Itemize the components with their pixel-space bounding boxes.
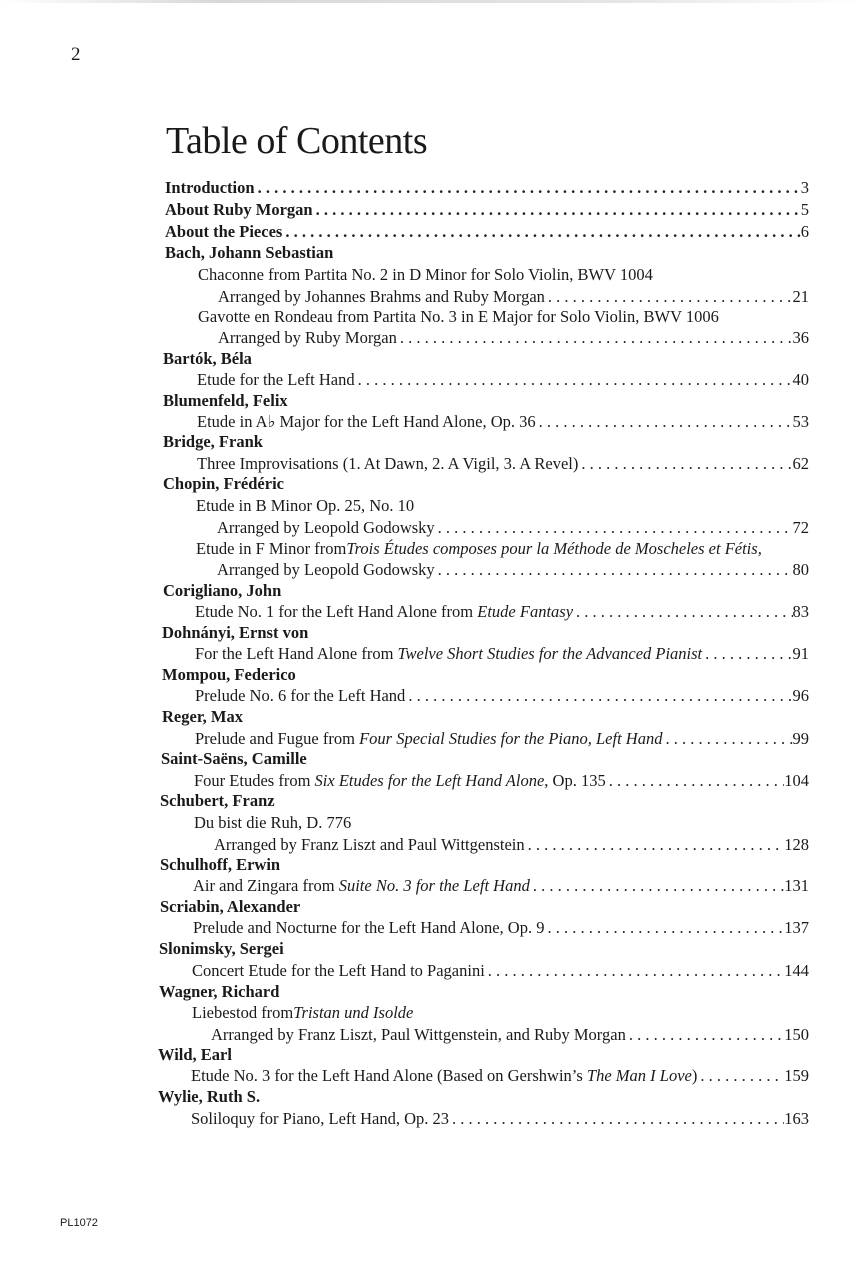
page-title: Table of Contents: [166, 120, 428, 162]
toc-entry-saint-saens-etudes[interactable]: [194, 771, 809, 791]
toc-entry-bach-gavotte[interactable]: [218, 328, 809, 348]
dot-leader: [662, 729, 792, 749]
toc-entry-schubert-du-bist-die-ruh[interactable]: [214, 835, 809, 855]
collection-title: Tristan und Isolde: [293, 1003, 414, 1022]
arranger-credit: Arranged by Leopold Godowsky: [217, 560, 435, 579]
arranger-credit: Arranged by Johannes Brahms and Ruby Morgan: [218, 287, 545, 306]
composer-heading: Bridge, Frank: [163, 432, 263, 451]
toc-entry-slonimsky-concert-etude[interactable]: [192, 961, 809, 981]
composer-heading: Wylie, Ruth S.: [158, 1087, 261, 1106]
dot-leader: [397, 328, 793, 348]
composer-heading: Scriabin, Alexander: [160, 897, 301, 916]
toc-entry-scriabin-prelude-nocturne[interactable]: [193, 918, 809, 938]
piece-title-text: Etude No. 1 for the Left Hand Alone from: [195, 602, 478, 621]
collection-title: Twelve Short Studies for the Advanced Pianist: [397, 644, 703, 663]
piece-title: [195, 644, 702, 664]
composer-heading: Schubert, Franz: [160, 791, 275, 810]
collection-title: Etude Fantasy: [477, 602, 574, 621]
piece-title: Etude in B Minor Op. 25, No. 10: [196, 496, 415, 515]
composer-heading: Corigliano, John: [163, 581, 282, 600]
dot-leader: [702, 644, 792, 664]
piece-title: Soliloquy for Piano, Left Hand, Op. 23: [191, 1109, 450, 1128]
composer-heading: Dohnányi, Ernst von: [162, 623, 309, 642]
toc-entry-schulhoff-air-zingara[interactable]: [193, 876, 809, 896]
toc-entry-mompou-prelude[interactable]: [195, 686, 809, 706]
composer-heading: Schulhoff, Erwin: [160, 855, 281, 874]
toc-entry-chopin-etude-f-minor[interactable]: [217, 560, 809, 580]
dot-leader: [355, 370, 793, 390]
dot-leader: [530, 876, 784, 896]
composer-heading: Wagner, Richard: [159, 982, 280, 1001]
collection-title: Four Special Studies for the Piano, Left Hand: [359, 729, 663, 748]
piece-title: [193, 876, 530, 896]
dot-leader: [313, 200, 801, 220]
piece-title: Chaconne from Partita No. 2 in D Minor for Solo Violin, BWV 1004: [198, 265, 653, 284]
piece-title: [194, 771, 606, 791]
piece-title-text: Air and Zingara from: [193, 876, 339, 895]
toc-entry-corigliano-etude[interactable]: [195, 602, 809, 622]
arranger-credit: Arranged by Franz Liszt, Paul Wittgenstein, and Ruby Morgan: [211, 1025, 626, 1044]
catalog-code: PL1072: [60, 1217, 98, 1229]
toc-page-number: 163: [784, 1109, 809, 1128]
page-number: 2: [71, 44, 81, 65]
toc-entry-label: About the Pieces: [165, 222, 283, 241]
toc-entry-about-ruby-morgan[interactable]: [165, 200, 809, 220]
piece-title-text: , Op. 135: [544, 771, 606, 790]
dot-leader: [626, 1025, 784, 1045]
toc-page-number: 21: [792, 287, 809, 306]
dot-leader: [606, 771, 785, 791]
composer-heading: Mompou, Federico: [162, 665, 296, 684]
collection-title: Suite No. 3 for the Left Hand: [338, 876, 530, 895]
toc-entry-introduction[interactable]: [165, 178, 809, 198]
composer-heading: Bach, Johann Sebastian: [165, 243, 334, 262]
piece-title-text: Etude in F Minor from: [196, 539, 347, 558]
toc-page-number: 80: [792, 560, 809, 579]
piece-title: Gavotte en Rondeau from Partita No. 3 in E Major for Solo Violin, BWV 1006: [198, 307, 719, 326]
arranger-credit: Arranged by Leopold Godowsky: [217, 518, 435, 537]
dot-leader: [573, 602, 792, 622]
composer-heading: Bartók, Béla: [163, 349, 252, 368]
dot-leader: [536, 412, 793, 432]
toc-page-number: 53: [792, 412, 809, 431]
piece-title: [196, 539, 762, 559]
composer-heading: Saint-Saëns, Camille: [161, 749, 307, 768]
arranger-credit: Arranged by Ruby Morgan: [218, 328, 397, 347]
toc-page-number: 104: [784, 771, 809, 790]
dot-leader: [449, 1109, 784, 1129]
piece-title: Du bist die Ruh, D. 776: [194, 813, 352, 832]
toc-entry-dohnanyi-studies[interactable]: [195, 644, 809, 664]
toc-entry-wagner-liebestod[interactable]: [211, 1025, 809, 1045]
toc-page-number: 40: [792, 370, 809, 389]
toc-entry-wylie-soliloquy[interactable]: [191, 1109, 809, 1129]
collection-title: The Man I Love: [586, 1066, 692, 1085]
toc-page-number: 144: [784, 961, 809, 980]
dot-leader: [255, 178, 801, 198]
collection-title: Trois Études composes pour la Méthode de Moscheles et Fétis,: [346, 539, 762, 558]
piece-title: [195, 729, 662, 749]
toc-entry-chopin-etude-b-minor[interactable]: [217, 518, 809, 538]
piece-title: Etude for the Left Hand: [197, 370, 355, 389]
toc-page-number: 128: [784, 835, 809, 854]
composer-heading: Reger, Max: [162, 707, 243, 726]
toc-page-number: 3: [800, 178, 809, 197]
toc-entry-reger-prelude-fugue[interactable]: [195, 729, 809, 749]
toc-page-number: 72: [792, 518, 809, 537]
dot-leader: [405, 686, 792, 706]
piece-title: Etude in A♭ Major for the Left Hand Alone, Op. 36: [197, 412, 536, 431]
dot-leader: [544, 918, 784, 938]
toc-page-number: 99: [792, 729, 809, 748]
piece-title-text: Liebestod from: [192, 1003, 294, 1022]
toc-entry-wild-etude[interactable]: [191, 1066, 809, 1086]
toc-page-number: 159: [784, 1066, 809, 1085]
toc-entry-blumenfeld-etude[interactable]: [197, 412, 809, 432]
composer-heading: Wild, Earl: [158, 1045, 232, 1064]
dot-leader: [525, 835, 785, 855]
toc-page-number: 131: [784, 876, 809, 895]
composer-heading: Chopin, Frédéric: [163, 474, 284, 493]
dot-leader: [435, 560, 793, 580]
toc-page-number: 6: [800, 222, 809, 241]
piece-title-text: ): [691, 1066, 698, 1085]
toc-page-number: 5: [800, 200, 809, 219]
toc-entry-label: Introduction: [165, 178, 255, 197]
toc-page-number: 137: [784, 918, 809, 937]
composer-heading: Blumenfeld, Felix: [163, 391, 288, 410]
piece-title-text: Etude No. 3 for the Left Hand Alone (Based on Gershwin’s: [191, 1066, 587, 1085]
toc-entry-label: About Ruby Morgan: [165, 200, 313, 219]
toc-entry-bach-chaconne[interactable]: [218, 287, 809, 307]
collection-title: Six Etudes for the Left Hand Alone: [314, 771, 545, 790]
piece-title: [192, 1003, 413, 1023]
piece-title: Three Improvisations (1. At Dawn, 2. A Vigil, 3. A Revel): [197, 454, 579, 473]
dot-leader: [578, 454, 792, 474]
piece-title-text: For the Left Hand Alone from: [195, 644, 398, 663]
dot-leader: [485, 961, 784, 981]
dot-leader: [282, 222, 800, 242]
dot-leader: [697, 1066, 784, 1086]
piece-title: [195, 602, 573, 622]
toc-entry-bridge-improvisations[interactable]: [197, 454, 809, 474]
toc-page-number: 36: [792, 328, 809, 347]
toc-page-number: 96: [792, 686, 809, 705]
toc-page-number: 91: [792, 644, 809, 663]
toc-entry-about-the-pieces[interactable]: [165, 222, 809, 242]
toc-page-number: 62: [792, 454, 809, 473]
piece-title: Concert Etude for the Left Hand to Paganini: [192, 961, 485, 980]
composer-heading: Slonimsky, Sergei: [159, 939, 284, 958]
piece-title: Prelude and Nocturne for the Left Hand Alone, Op. 9: [193, 918, 545, 937]
piece-title: [191, 1066, 697, 1086]
toc-entry-bartok-etude[interactable]: [197, 370, 809, 390]
piece-title: Prelude No. 6 for the Left Hand: [195, 686, 406, 705]
toc-page-number: 150: [784, 1025, 809, 1044]
piece-title-text: Prelude and Fugue from: [195, 729, 360, 748]
arranger-credit: Arranged by Franz Liszt and Paul Wittgenstein: [214, 835, 525, 854]
dot-leader: [545, 287, 793, 307]
toc-page-number: 83: [792, 602, 809, 621]
dot-leader: [435, 518, 793, 538]
piece-title-text: Four Etudes from: [194, 771, 315, 790]
